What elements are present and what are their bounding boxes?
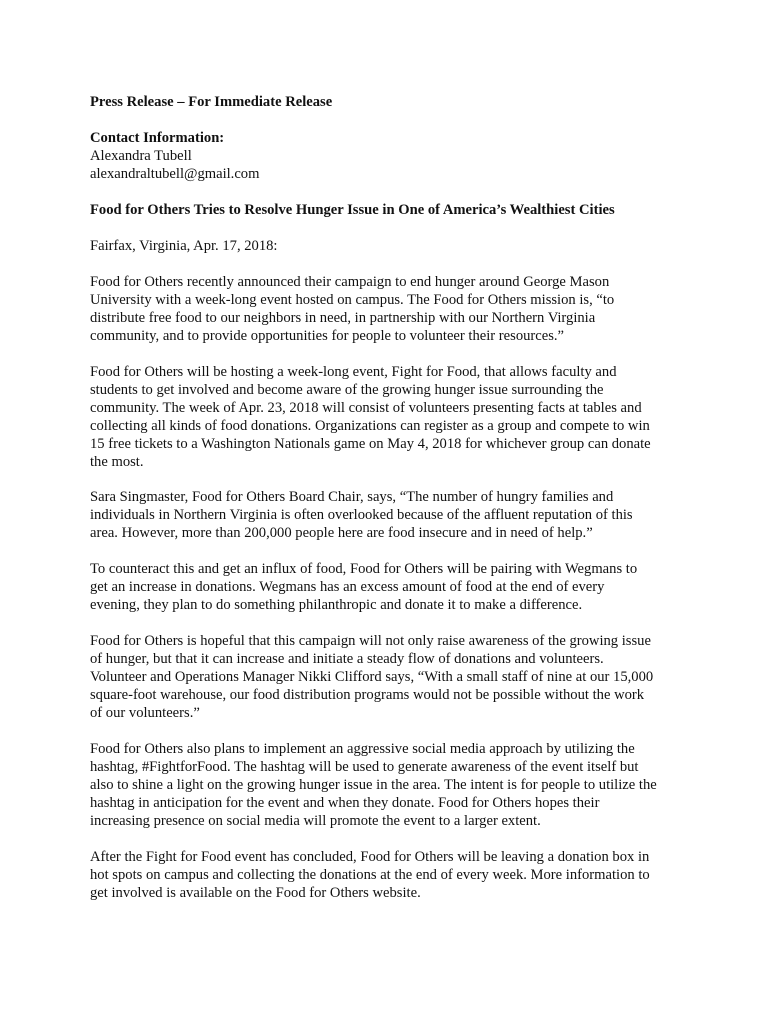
release-line-block xyxy=(90,93,690,111)
paragraph-line: get involved is available on the Food for Others website. xyxy=(90,885,421,901)
contact-name: Alexandra Tubell xyxy=(90,148,192,164)
contact-information xyxy=(90,129,690,183)
paragraph-line: distribute free food to our neighbors in need, in partnership with our Northern Virginia xyxy=(90,310,596,326)
paragraph-line: To counteract this and get an influx of food, Food for Others will be pairing with Wegmans to xyxy=(90,561,638,577)
paragraph-line: evening, they plan to do something philanthropic and donate it to make a difference. xyxy=(90,597,583,613)
paragraph-1 xyxy=(90,273,690,345)
paragraph-line: individuals in Northern Virginia is often overlooked because of the affluent reputation of this xyxy=(90,507,633,523)
headline: Food for Others Tries to Resolve Hunger Issue in One of America’s Wealthiest Cities xyxy=(90,202,615,218)
paragraph-line: get an increase in donations. Wegmans has an excess amount of food at the end of every xyxy=(90,579,605,595)
paragraph-2 xyxy=(90,363,690,471)
paragraph-line: Food for Others also plans to implement an aggressive social media approach by utilizing the xyxy=(90,741,635,757)
headline-block xyxy=(90,201,690,219)
paragraph-7 xyxy=(90,848,690,902)
paragraph-line: Food for Others is hopeful that this campaign will not only raise awareness of the growing issue xyxy=(90,633,651,649)
paragraph-line: Volunteer and Operations Manager Nikki Clifford says, “With a small staff of nine at our 15,000 xyxy=(90,669,654,685)
release-line: Press Release – For Immediate Release xyxy=(90,94,333,110)
paragraph-line: Food for Others will be hosting a week-long event, Fight for Food, that allows faculty and xyxy=(90,364,617,380)
paragraph-line: hashtag, #FightforFood. The hashtag will be used to generate awareness of the event itself but xyxy=(90,759,639,775)
paragraph-5 xyxy=(90,632,690,722)
paragraph-4 xyxy=(90,560,690,614)
paragraph-line: University with a week-long event hosted on campus. The Food for Others mission is, “to xyxy=(90,292,615,308)
paragraph-line: community, and to provide opportunities for people to volunteer their resources.” xyxy=(90,328,565,344)
paragraph-line: community. The week of Apr. 23, 2018 will consist of volunteers presenting facts at tables and xyxy=(90,400,642,416)
press-release-body xyxy=(90,93,690,902)
paragraph-line: increasing presence on social media will promote the event to a larger extent. xyxy=(90,813,541,829)
paragraph-line: also to shine a light on the growing hunger issue in the area. The intent is for people to utilize the xyxy=(90,777,657,793)
paragraph-line: After the Fight for Food event has concluded, Food for Others will be leaving a donation box in xyxy=(90,849,650,865)
paragraph-line: square-foot warehouse, our food distribution programs would not be possible without the work xyxy=(90,687,645,703)
paragraph-line: the most. xyxy=(90,454,144,470)
paragraph-line: of our volunteers.” xyxy=(90,705,200,721)
paragraph-line: of hunger, but that it can increase and initiate a steady flow of donations and volunteers. xyxy=(90,651,604,667)
paragraph-line: collecting all kinds of food donations. Organizations can register as a group and compete to win xyxy=(90,418,650,434)
paragraph-line: area. However, more than 200,000 people here are food insecure and in need of help.” xyxy=(90,525,593,541)
paragraph-6 xyxy=(90,740,690,830)
paragraph-3 xyxy=(90,488,690,542)
paragraph-line: Sara Singmaster, Food for Others Board Chair, says, “The number of hungry families and xyxy=(90,489,614,505)
contact-email: alexandraltubell@gmail.com xyxy=(90,166,260,182)
paragraph-line: Food for Others recently announced their campaign to end hunger around George Mason xyxy=(90,274,610,290)
paragraph-line: hashtag in anticipation for the event and when they donate. Food for Others hopes their xyxy=(90,795,600,811)
contact-heading: Contact Information: xyxy=(90,130,225,146)
paragraph-line: students to get involved and become aware of the growing hunger issue surrounding the xyxy=(90,382,604,398)
dateline: Fairfax, Virginia, Apr. 17, 2018: xyxy=(90,238,278,254)
paragraph-line: 15 free tickets to a Washington Nationals game on May 4, 2018 for whichever group can donate xyxy=(90,436,651,452)
paragraph-line: hot spots on campus and collecting the donations at the end of every week. More information to xyxy=(90,867,650,883)
dateline-block xyxy=(90,237,690,255)
